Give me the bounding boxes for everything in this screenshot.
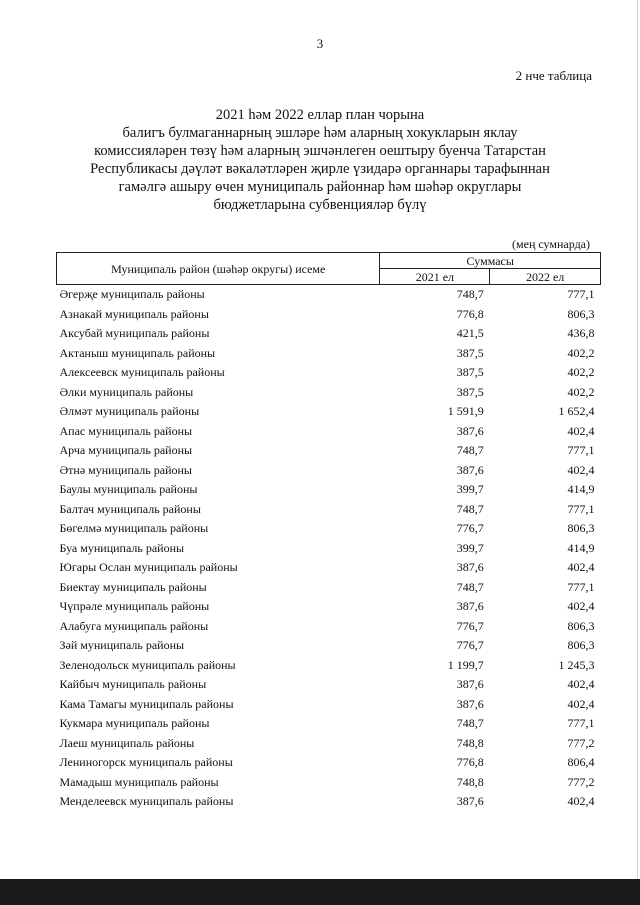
table-row — [57, 753, 601, 773]
units-note: (мең сумнарда) — [512, 237, 590, 251]
value-2022-cell: 777,2 — [567, 735, 595, 750]
document-title — [40, 106, 600, 214]
district-name-cell: Биектау муниципаль районы — [59, 579, 207, 594]
value-2022-cell: 402,2 — [567, 384, 595, 399]
value-2021-cell: 776,8 — [456, 755, 484, 769]
value-2022-cell: 402,4 — [567, 677, 595, 691]
value-2021-cell: 387,6 — [456, 677, 484, 691]
value-2021-cell: 421,5 — [456, 326, 484, 340]
value-2021-cell: 387,5 — [456, 345, 484, 360]
value-2021-cell: 1 591,9 — [447, 404, 484, 418]
district-name-cell: Кайбыч муниципаль районы — [59, 677, 207, 691]
subvention-table — [56, 252, 601, 812]
title-line: Республикасы дәүләт вәкаләтләрен җирле үзидарә органнары тарафыннан — [90, 161, 550, 177]
table-row — [57, 617, 601, 637]
title-line: гамәлгә ашыру өчен муниципаль районнар һәм шәһәр округлары — [118, 179, 522, 195]
district-name-cell: Менделеевск муниципаль районы — [59, 794, 234, 808]
value-2022-cell: 402,4 — [567, 462, 595, 477]
district-name-cell: Лаеш муниципаль районы — [59, 735, 195, 750]
district-name-cell: Азнакай муниципаль районы — [59, 306, 209, 321]
scan-bottom-bar — [0, 879, 640, 905]
title-line: балигъ булмаганнарның эшләре һәм аларның хокукларын яклау — [122, 125, 518, 141]
value-2021-cell: 387,6 — [456, 462, 484, 477]
value-2022-cell: 414,9 — [567, 482, 595, 496]
value-2021-cell: 387,5 — [456, 384, 484, 399]
district-name-cell: Апас муниципаль районы — [59, 423, 193, 438]
district-name-cell: Лениногорск муниципаль районы — [59, 755, 233, 769]
table-row — [57, 675, 601, 695]
district-name-cell: Бөгелмә муниципаль районы — [59, 521, 209, 535]
value-2021-cell: 387,6 — [456, 794, 484, 808]
value-2021-cell: 776,7 — [456, 521, 484, 535]
district-name-cell: Әлки муниципаль районы — [59, 384, 194, 399]
value-2022-cell: 777,1 — [567, 716, 595, 730]
table-row — [57, 578, 601, 598]
value-2022-cell: 1 245,3 — [558, 657, 595, 672]
table-row — [57, 500, 601, 520]
table-row — [57, 461, 601, 481]
district-name-cell: Алексеевск муниципаль районы — [59, 365, 225, 379]
value-2021-cell: 387,5 — [456, 365, 484, 379]
district-name-cell: Әгерҗе муниципаль районы — [59, 287, 205, 301]
value-2022-cell: 436,8 — [567, 326, 595, 340]
value-2022-cell: 414,9 — [567, 540, 595, 555]
title-line: бюджетларына субвенцияләр бүлү — [213, 197, 427, 213]
scan-edge-line — [637, 0, 638, 879]
district-name-cell: Арча муниципаль районы — [59, 443, 193, 457]
value-2021-cell: 748,7 — [456, 579, 484, 594]
district-name-cell: Кукмара муниципаль районы — [59, 716, 210, 730]
district-name-cell: Актаныш муниципаль районы — [59, 345, 216, 360]
table-row — [57, 402, 601, 422]
table-row — [57, 383, 601, 403]
value-2021-cell: 1 199,7 — [447, 657, 484, 672]
value-2022-cell: 402,4 — [567, 794, 595, 808]
table-row — [57, 597, 601, 617]
value-2021-cell: 399,7 — [456, 540, 484, 555]
district-name-cell: Әтнә муниципаль районы — [59, 462, 192, 477]
value-2022-cell: 1 652,4 — [558, 404, 595, 418]
value-2022-cell: 806,4 — [567, 755, 595, 769]
value-2021-cell: 748,8 — [456, 735, 484, 750]
page-number: 3 — [316, 36, 324, 51]
value-2022-cell: 806,3 — [567, 618, 595, 633]
district-name-cell: Югары Ослан муниципаль районы — [59, 560, 238, 574]
district-name-cell: Баулы муниципаль районы — [59, 482, 198, 496]
header-name: Муниципаль район (шәһәр округы) исеме — [57, 253, 380, 285]
district-name-cell: Чүпрәле муниципаль районы — [59, 599, 210, 613]
value-2022-cell: 402,4 — [567, 599, 595, 613]
value-2022-cell: 402,4 — [567, 696, 595, 711]
value-2021-cell: 387,6 — [456, 560, 484, 574]
table-row — [57, 792, 601, 812]
value-2021-cell: 387,6 — [456, 696, 484, 711]
title-line: комиссияләрен төзү һәм аларның эшчәнлеген оештыру буенча Татарстан — [94, 143, 546, 159]
district-name-cell: Алабуга муниципаль районы — [59, 618, 209, 633]
table-row — [57, 324, 601, 344]
value-2022-cell: 402,4 — [567, 423, 595, 438]
table-row — [57, 539, 601, 559]
value-2022-cell: 777,1 — [567, 287, 595, 301]
value-2021-cell: 776,7 — [456, 638, 484, 652]
table-row — [57, 363, 601, 383]
district-name-cell: Аксубай муниципаль районы — [59, 326, 210, 340]
district-name-cell: Зәй муниципаль районы — [59, 638, 185, 652]
table-row — [57, 773, 601, 793]
table-row — [57, 519, 601, 539]
table-label: 2 нче таблица — [515, 68, 592, 83]
value-2021-cell: 748,7 — [456, 443, 484, 457]
table-row — [57, 344, 601, 364]
value-2021-cell: 387,6 — [456, 423, 484, 438]
table-row — [57, 714, 601, 734]
district-name-cell: Әлмәт муниципаль районы — [59, 404, 200, 418]
value-2021-cell: 748,7 — [456, 287, 484, 301]
table-row — [57, 422, 601, 442]
table-row — [57, 558, 601, 578]
value-2021-cell: 399,7 — [456, 482, 484, 496]
value-2022-cell: 806,3 — [567, 521, 595, 535]
header-2022: 2022 ел — [490, 269, 601, 285]
value-2021-cell: 776,8 — [456, 306, 484, 321]
value-2021-cell: 387,6 — [456, 599, 484, 613]
table-body — [57, 285, 601, 812]
district-name-cell: Мамадыш муниципаль районы — [59, 774, 219, 789]
table-row — [57, 734, 601, 754]
value-2022-cell: 777,1 — [567, 579, 595, 594]
district-name-cell: Зеленодольск муниципаль районы — [59, 657, 236, 672]
value-2021-cell: 748,8 — [456, 774, 484, 789]
header-sum: Суммасы — [380, 253, 601, 269]
value-2022-cell: 777,1 — [567, 443, 595, 457]
table-row — [57, 441, 601, 461]
header-2021: 2021 ел — [380, 269, 490, 285]
table-row — [57, 656, 601, 676]
value-2021-cell: 748,7 — [456, 501, 484, 516]
value-2022-cell: 402,4 — [567, 560, 595, 574]
table-row — [57, 695, 601, 715]
table-row — [57, 285, 601, 305]
title-line: 2021 һәм 2022 еллар план чорына — [215, 107, 425, 123]
value-2022-cell: 402,2 — [567, 365, 595, 379]
district-name-cell: Буа муниципаль районы — [59, 540, 185, 555]
table-row — [57, 305, 601, 325]
value-2022-cell: 777,2 — [567, 774, 595, 789]
value-2022-cell: 777,1 — [567, 501, 595, 516]
value-2021-cell: 748,7 — [456, 716, 484, 730]
value-2022-cell: 402,2 — [567, 345, 595, 360]
table-row — [57, 480, 601, 500]
value-2022-cell: 806,3 — [567, 638, 595, 652]
value-2022-cell: 806,3 — [567, 306, 595, 321]
district-name-cell: Кама Тамагы муниципаль районы — [59, 696, 234, 711]
value-2021-cell: 776,7 — [456, 618, 484, 633]
table-row — [57, 636, 601, 656]
district-name-cell: Балтач муниципаль районы — [59, 501, 201, 516]
